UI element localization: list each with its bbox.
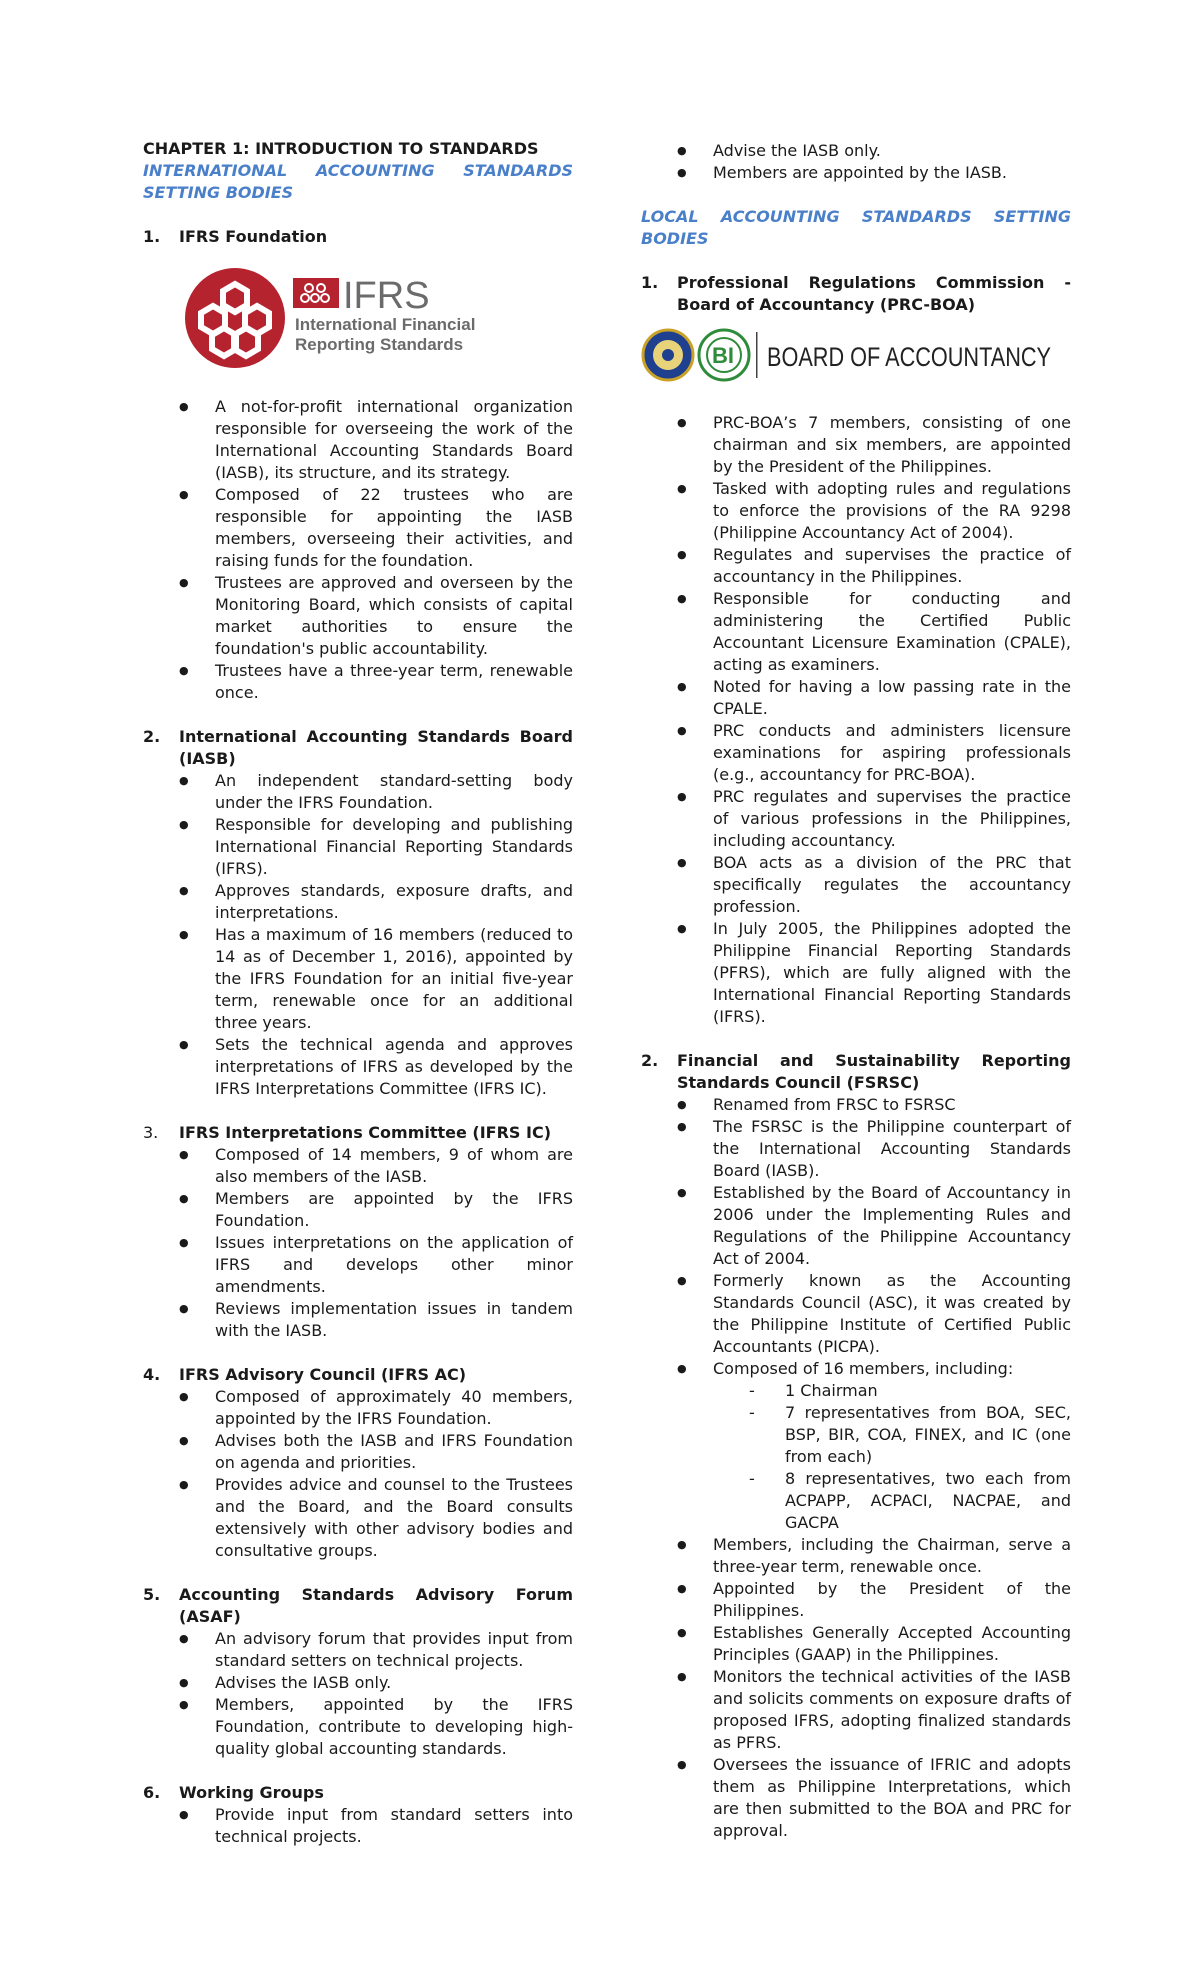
ifrs-logo-line1: International Financial — [295, 315, 476, 334]
section-number: 3. — [143, 1123, 159, 1142]
list-item: ● An independent standard-setting body under the IFRS Foundation. — [179, 770, 573, 814]
list-item: ● An advisory forum that provides input from standard setters on technical projects. — [179, 1628, 573, 1672]
fsrsc-list — [641, 1094, 1071, 1842]
list-item: ● Sets the technical agenda and approves interpretations of IFRS as developed by the IFRS Interpretations Committee (IFRS IC). — [179, 1034, 573, 1100]
list-item: ● A not-for-profit international organization responsible for overseeing the work of the International Accounting Standards Board (IASB), its structure, and its strategy. — [179, 396, 573, 484]
ifrs-wordmark: IFRS — [343, 275, 430, 317]
list-item: ● Noted for having a low passing rate in the CPALE. — [677, 676, 1071, 720]
sublist-item: - 1 Chairman — [749, 1380, 1071, 1402]
section-number: 1. — [143, 227, 161, 246]
section-working-groups — [143, 1782, 573, 1848]
list-item: ● Monitors the technical activities of the IASB and solicits comments on exposure drafts of proposed IFRS, adopting finalized standards as PFRS. — [677, 1666, 1071, 1754]
prc-boa-list — [641, 412, 1071, 1028]
list-item: ● Reviews implementation issues in tandem with the IASB. — [179, 1298, 573, 1342]
list-item: ● Composed of 22 trustees who are responsible for appointing the IASB members, overseeing their activities, and raising funds for the foundation. — [179, 484, 573, 572]
list-item: ● Advises both the IASB and IFRS Foundation on agenda and priorities. — [179, 1430, 573, 1474]
list-item: ● Renamed from FRSC to FSRSC — [677, 1094, 1071, 1116]
right-column — [641, 140, 1071, 1842]
list-item: ● Responsible for conducting and administering the Certified Public Accountant Licensure Examination (CPALE), acting as examiners. — [677, 588, 1071, 676]
asaf-list — [143, 1628, 573, 1760]
section-number: 5. — [143, 1585, 161, 1604]
list-item: ● Oversees the issuance of IFRIC and adopts them as Philippine Interpretations, which are then submitted to the BOA and PRC for approval. — [677, 1754, 1071, 1842]
iasb-list — [143, 770, 573, 1100]
left-column — [143, 138, 573, 1848]
section-title: IFRS Interpretations Committee (IFRS IC) — [179, 1123, 552, 1142]
list-item: ● In July 2005, the Philippines adopted the Philippine Financial Reporting Standards (PFRS), which are fully aligned with the International Financial Reporting Standards (IFRS). — [677, 918, 1071, 1028]
section-title: IFRS Advisory Council (IFRS AC) — [179, 1365, 467, 1384]
list-item — [677, 1358, 1071, 1534]
working-groups-list — [143, 1804, 573, 1848]
list-item: ● PRC conducts and administers licensure examinations for aspiring professionals (e.g., accountancy for PRC-BOA). — [677, 720, 1071, 786]
list-item: ● The FSRSC is the Philippine counterpart of the International Accounting Standards Board (IASB). — [677, 1116, 1071, 1182]
section-number: 4. — [143, 1365, 161, 1384]
list-item: ● Responsible for developing and publishing International Financial Reporting Standards (IFRS). — [179, 814, 573, 880]
boa-logo — [641, 326, 1061, 384]
section-title: Financial and Sustainability Reporting Standards Council (FSRSC) — [677, 1051, 1071, 1092]
sublist-item: - 8 representatives, two each from ACPAPP, ACPACI, NACPAE, and GACPA — [749, 1468, 1071, 1534]
list-item: ● Appointed by the President of the Philippines. — [677, 1578, 1071, 1622]
list-item: ● Members are appointed by the IFRS Foundation. — [179, 1188, 573, 1232]
section-number: 1. — [641, 273, 659, 292]
list-item: ● Regulates and supervises the practice of accountancy in the Philippines. — [677, 544, 1071, 588]
svg-text:BI: BI — [712, 343, 734, 368]
ifrs-logo — [183, 266, 483, 370]
local-subtitle: LOCAL ACCOUNTING STANDARDS SETTING BODIES — [641, 207, 1071, 248]
section-title: Professional Regulations Commission - Board of Accountancy (PRC-BOA) — [677, 273, 1071, 314]
chapter-title: CHAPTER 1: INTRODUCTION TO STANDARDS — [143, 139, 539, 158]
section-ifrs-ic — [143, 1122, 573, 1342]
list-item: ● Members are appointed by the IASB. — [677, 162, 1071, 184]
list-item: ● Provide input from standard setters into technical projects. — [179, 1804, 573, 1848]
boa-seal-icon — [699, 330, 749, 380]
list-item: ● PRC-BOA’s 7 members, consisting of one chairman and six members, are appointed by the President of the Philippines. — [677, 412, 1071, 478]
section-asaf — [143, 1584, 573, 1760]
section-title: IFRS Foundation — [179, 227, 328, 246]
list-item: ● Members, including the Chairman, serve a three-year term, renewable once. — [677, 1534, 1071, 1578]
list-item: ● Has a maximum of 16 members (reduced to 14 as of December 1, 2016), appointed by the IFRS Foundation for an initial five-year term, renewable once for an additional three years. — [179, 924, 573, 1034]
list-item: ● Composed of 14 members, 9 of whom are also members of the IASB. — [179, 1144, 573, 1188]
list-item: ● Formerly known as the Accounting Standards Council (ASC), it was created by the Philippine Institute of Certified Public Accountants (PICPA). — [677, 1270, 1071, 1358]
ifrs-ac-list — [143, 1386, 573, 1562]
ifrs-foundation-list — [143, 396, 573, 704]
list-item: ● Advise the IASB only. — [677, 140, 1071, 162]
section-prc-boa — [641, 272, 1071, 1028]
list-item: ● Trustees have a three-year term, renewable once. — [179, 660, 573, 704]
international-subtitle: INTERNATIONAL ACCOUNTING STANDARDS SETTING BODIES — [143, 161, 573, 202]
prc-seal-icon — [643, 330, 693, 380]
boa-wordmark: BOARD OF ACCOUNTANCY — [767, 342, 1051, 372]
section-fsrsc — [641, 1050, 1071, 1842]
section-iasb — [143, 726, 573, 1100]
list-item: ● PRC regulates and supervises the practice of various professions in the Philippines, including accountancy. — [677, 786, 1071, 852]
section-title: International Accounting Standards Board (IASB) — [179, 727, 573, 768]
list-item: ● Advises the IASB only. — [179, 1672, 573, 1694]
list-item: ● Approves standards, exposure drafts, and interpretations. — [179, 880, 573, 924]
section-number: 2. — [641, 1051, 659, 1070]
list-item: ● Established by the Board of Accountancy in 2006 under the Implementing Rules and Regulations of the Philippine Accountancy Act of 2004. — [677, 1182, 1071, 1270]
list-item: ● Members, appointed by the IFRS Foundation, contribute to developing high-quality global accounting standards. — [179, 1694, 573, 1760]
section-ifrs-foundation — [143, 226, 573, 704]
section-title: Accounting Standards Advisory Forum (ASAF) — [179, 1585, 573, 1626]
section-ifrs-ac — [143, 1364, 573, 1562]
list-item-text: Composed of 16 members, including: — [713, 1359, 1014, 1378]
section-number: 6. — [143, 1783, 161, 1802]
list-item: ● BOA acts as a division of the PRC that specifically regulates the accountancy profession. — [677, 852, 1071, 918]
sublist-item: - 7 representatives from BOA, SEC, BSP, BIR, COA, FINEX, and IC (one from each) — [749, 1402, 1071, 1468]
ifrs-logo-line2: Reporting Standards — [295, 335, 464, 354]
fsrsc-members-sublist — [713, 1380, 1071, 1534]
list-item: ● Composed of approximately 40 members, appointed by the IFRS Foundation. — [179, 1386, 573, 1430]
ifrs-ic-list — [143, 1144, 573, 1342]
list-item: ● Tasked with adopting rules and regulations to enforce the provisions of the RA 9298 (Philippine Accountancy Act of 2004). — [677, 478, 1071, 544]
list-item: ● Trustees are approved and overseen by the Monitoring Board, which consists of capital market authorities to ensure the foundation's public accountability. — [179, 572, 573, 660]
list-item: ● Provides advice and counsel to the Trustees and the Board, and the Board consults extensively with other advisory bodies and consultative groups. — [179, 1474, 573, 1562]
working-groups-continued-list — [641, 140, 1071, 184]
list-item: ● Issues interpretations on the application of IFRS and develops other minor amendments. — [179, 1232, 573, 1298]
list-item: ● Establishes Generally Accepted Accounting Principles (GAAP) in the Philippines. — [677, 1622, 1071, 1666]
section-number: 2. — [143, 727, 161, 746]
section-title: Working Groups — [179, 1783, 324, 1802]
